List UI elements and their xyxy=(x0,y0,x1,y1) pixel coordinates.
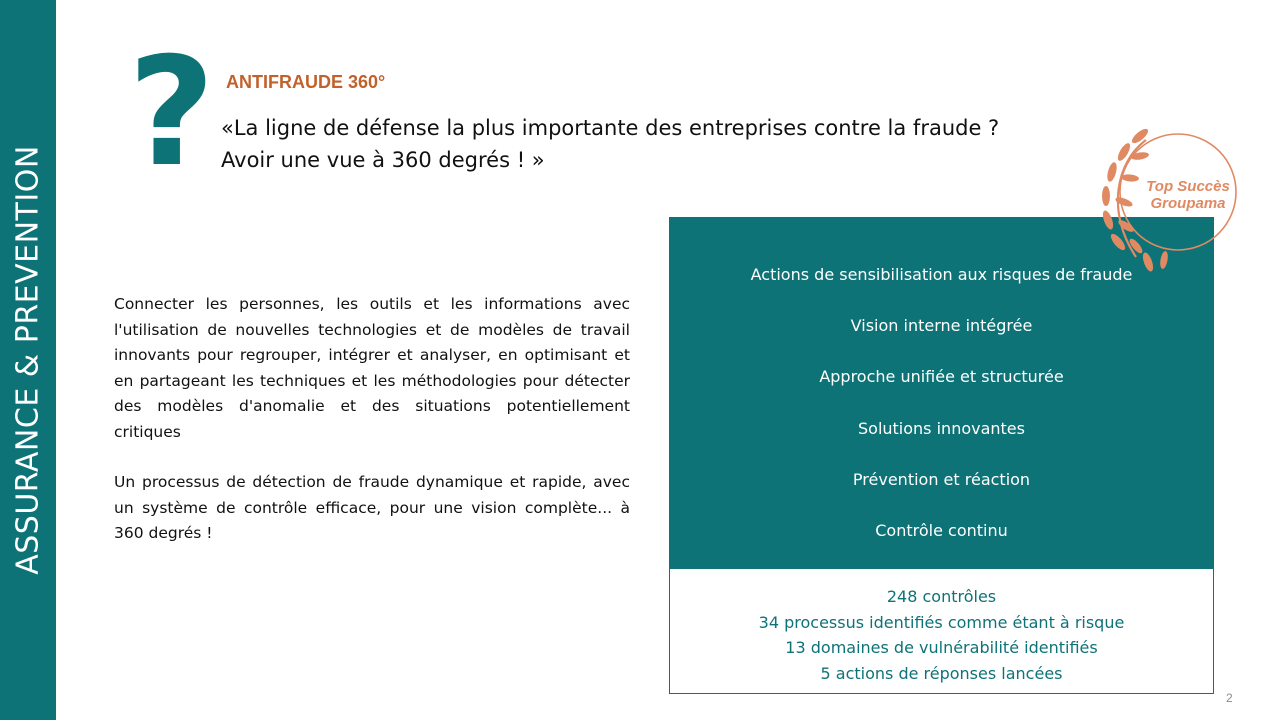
topic-tag: ANTIFRAUDE 360° xyxy=(226,72,386,92)
stats-list xyxy=(670,569,1213,686)
headline-quote xyxy=(221,112,999,176)
description-paragraph-2: Un processus de détection de fraude dynamique et rapide, avec un système de contrôle efficace, pour une vision complète... à 360 degrés ! xyxy=(114,473,630,542)
description-text xyxy=(114,292,630,572)
sidebar-band xyxy=(0,0,56,720)
action-item: Vision interne intégrée xyxy=(850,316,1033,336)
badge-label xyxy=(1133,178,1243,212)
action-item: Prévention et réaction xyxy=(852,469,1031,489)
action-item: Actions de sensibilisation aux risques de fraude xyxy=(750,265,1133,284)
quote-line-2: Avoir une vue à 360 degrés ! » xyxy=(221,148,545,172)
question-mark-icon: ? xyxy=(128,26,216,200)
description-paragraph-1: Connecter les personnes, les outils et les informations avec l'utilisation de nouvelles technologies et de modèles de travail innovants pour regrouper, intégrer et analyser, en optimisant et en partageant les techniques et les méthodologies pour détecter des modèles d'anomalie et des situations potentiellement critiques xyxy=(114,295,630,441)
action-item: Approche unifiée et structurée xyxy=(819,367,1064,387)
stat-item: 248 contrôles xyxy=(886,587,997,606)
actions-list xyxy=(669,263,1214,570)
stat-item: 13 domaines de vulnérabilité identifiés xyxy=(785,638,1098,657)
action-item: Contrôle continu xyxy=(875,520,1008,540)
badge-line-2: Groupama xyxy=(1150,195,1226,212)
page-number: 2 xyxy=(1226,691,1233,705)
stats-panel xyxy=(669,569,1214,694)
quote-line-1: «La ligne de défense la plus importante des entreprises contre la fraude ? xyxy=(221,116,1000,140)
badge-line-1: Top Succès xyxy=(1146,178,1230,195)
stat-item: 5 actions de réponses lancées xyxy=(820,663,1063,683)
stat-item: 34 processus identifiés comme étant à risque xyxy=(758,612,1125,632)
section-title-vertical: ASSURANCE & PREVENTION xyxy=(10,145,46,575)
action-item: Solutions innovantes xyxy=(858,418,1025,438)
